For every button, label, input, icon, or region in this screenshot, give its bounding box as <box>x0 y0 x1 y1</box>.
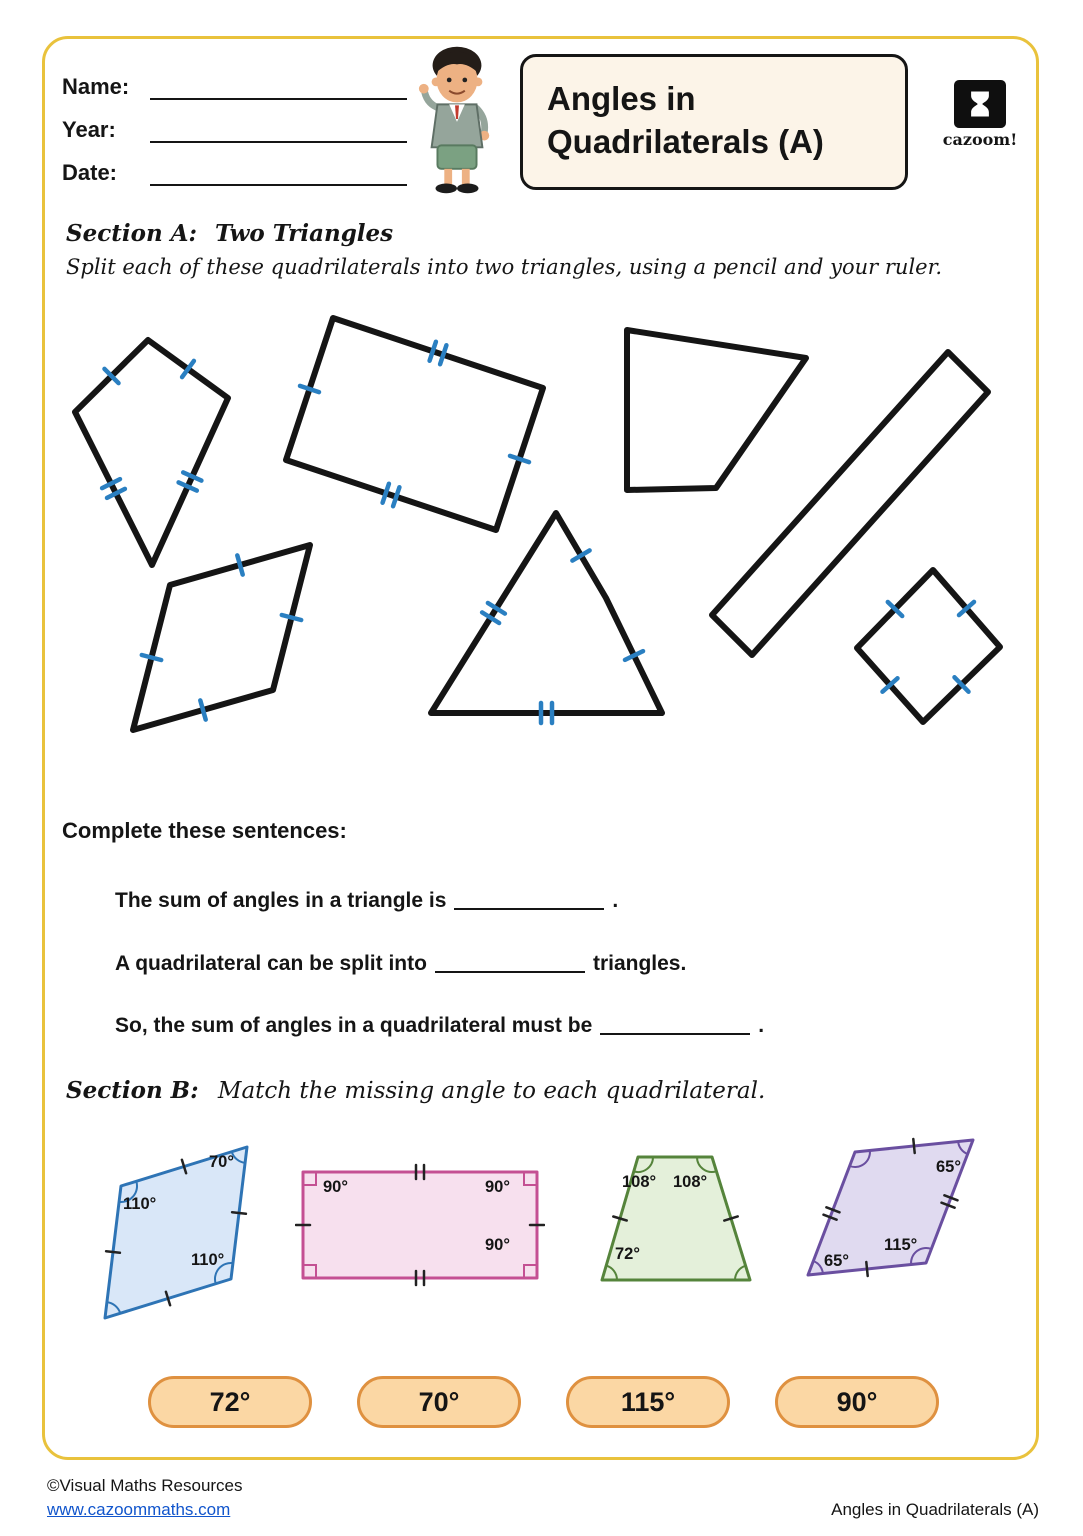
sentence-1-blank <box>454 887 604 910</box>
section-a-heading <box>66 220 393 247</box>
angle-label: 110° <box>123 1195 157 1213</box>
hourglass-icon <box>964 86 996 122</box>
trapezium-outline <box>627 330 806 490</box>
angle-label: 110° <box>191 1251 225 1269</box>
date-label: Date: <box>62 160 118 185</box>
angle-label: 108° <box>673 1173 708 1191</box>
angle-label: 72° <box>615 1245 640 1263</box>
sentence-2-suffix: triangles. <box>592 952 687 975</box>
tick-mark <box>232 1212 246 1214</box>
kite-outline <box>75 340 228 565</box>
parallelogram-blue-outline <box>105 1147 247 1318</box>
answer-card-3: 115° <box>566 1376 730 1428</box>
section-a-quadrilaterals <box>0 298 1083 773</box>
worksheet-title-line2: Quadrilaterals (A) <box>547 123 824 160</box>
section-a-instruction: Split each of these quadrilaterals into two triangles, using a pencil and your ruler. <box>66 255 942 279</box>
angle-label: 65° <box>824 1252 849 1270</box>
sentence-1 <box>115 884 618 913</box>
tick-mark <box>106 1251 120 1253</box>
name-entry-line <box>150 74 407 100</box>
section-b-label: Section B: <box>66 1077 199 1104</box>
sentence-2 <box>115 947 686 976</box>
footer-copyright: ©Visual Maths Resources <box>47 1476 243 1495</box>
parallelogram-blue <box>95 1135 285 1335</box>
year-field-row <box>62 113 407 143</box>
rectangle-pink <box>295 1160 545 1290</box>
date-entry-line <box>150 160 407 186</box>
rotated-rectangle-outline <box>286 318 543 530</box>
complete-sentences-heading: Complete these sentences: <box>62 818 347 843</box>
triangle-like-quadrilateral-outline <box>431 513 662 713</box>
tick-mark <box>913 1139 914 1153</box>
tick-mark <box>866 1262 867 1276</box>
angle-label: 90° <box>485 1236 510 1254</box>
year-entry-line <box>150 117 407 143</box>
cartoon-boy-illustration <box>398 36 516 202</box>
worksheet-title-line1: Angles in <box>547 80 696 117</box>
section-b-instruction: Match the missing angle to each quadrilateral. <box>217 1078 766 1104</box>
parallelogram-purple <box>800 1130 990 1295</box>
footer-worksheet-title: Angles in Quadrilaterals (A) <box>831 1500 1039 1519</box>
trapezium-green <box>595 1145 760 1295</box>
section-a-label: Section A: <box>66 220 198 247</box>
angle-label: 90° <box>323 1178 348 1196</box>
angle-label: 115° <box>884 1236 918 1254</box>
sentence-3 <box>115 1009 764 1038</box>
section-a-title: Two Triangles <box>215 220 394 247</box>
date-field-row <box>62 156 407 186</box>
cazoom-logo <box>938 80 1022 149</box>
sentence-3-suffix: . <box>758 1014 765 1037</box>
answer-card-1: 72° <box>148 1376 312 1428</box>
name-label: Name: <box>62 74 130 99</box>
section-b-heading <box>66 1077 765 1104</box>
trapezium-green-drawing <box>595 1145 760 1295</box>
angle-label: 70° <box>209 1153 234 1171</box>
angle-label: 65° <box>936 1158 961 1176</box>
sentence-1-text: The sum of angles in a triangle is <box>115 889 447 912</box>
sentence-1-suffix: . <box>612 889 619 912</box>
sentence-3-blank <box>600 1012 750 1035</box>
sentence-2-text: A quadrilateral can be split into <box>115 952 427 975</box>
footer-website-link[interactable]: www.cazoommaths.com <box>47 1500 231 1519</box>
name-field-row <box>62 70 407 100</box>
year-label: Year: <box>62 117 116 142</box>
answer-card-4: 90° <box>775 1376 939 1428</box>
worksheet-title-box <box>520 54 908 190</box>
cazoom-logo-text: cazoom! <box>942 130 1018 149</box>
sentence-3-text: So, the sum of angles in a quadrilateral must be <box>115 1014 593 1037</box>
sentence-2-blank <box>435 950 585 973</box>
rotated-square-outline <box>857 570 1000 722</box>
cazoom-logo-icon <box>954 80 1006 128</box>
angle-label: 108° <box>622 1173 657 1191</box>
angle-label: 90° <box>485 1178 510 1196</box>
parallelogram-blue-drawing <box>95 1135 285 1335</box>
answer-card-2: 70° <box>357 1376 521 1428</box>
rhombus-outline <box>133 545 310 730</box>
